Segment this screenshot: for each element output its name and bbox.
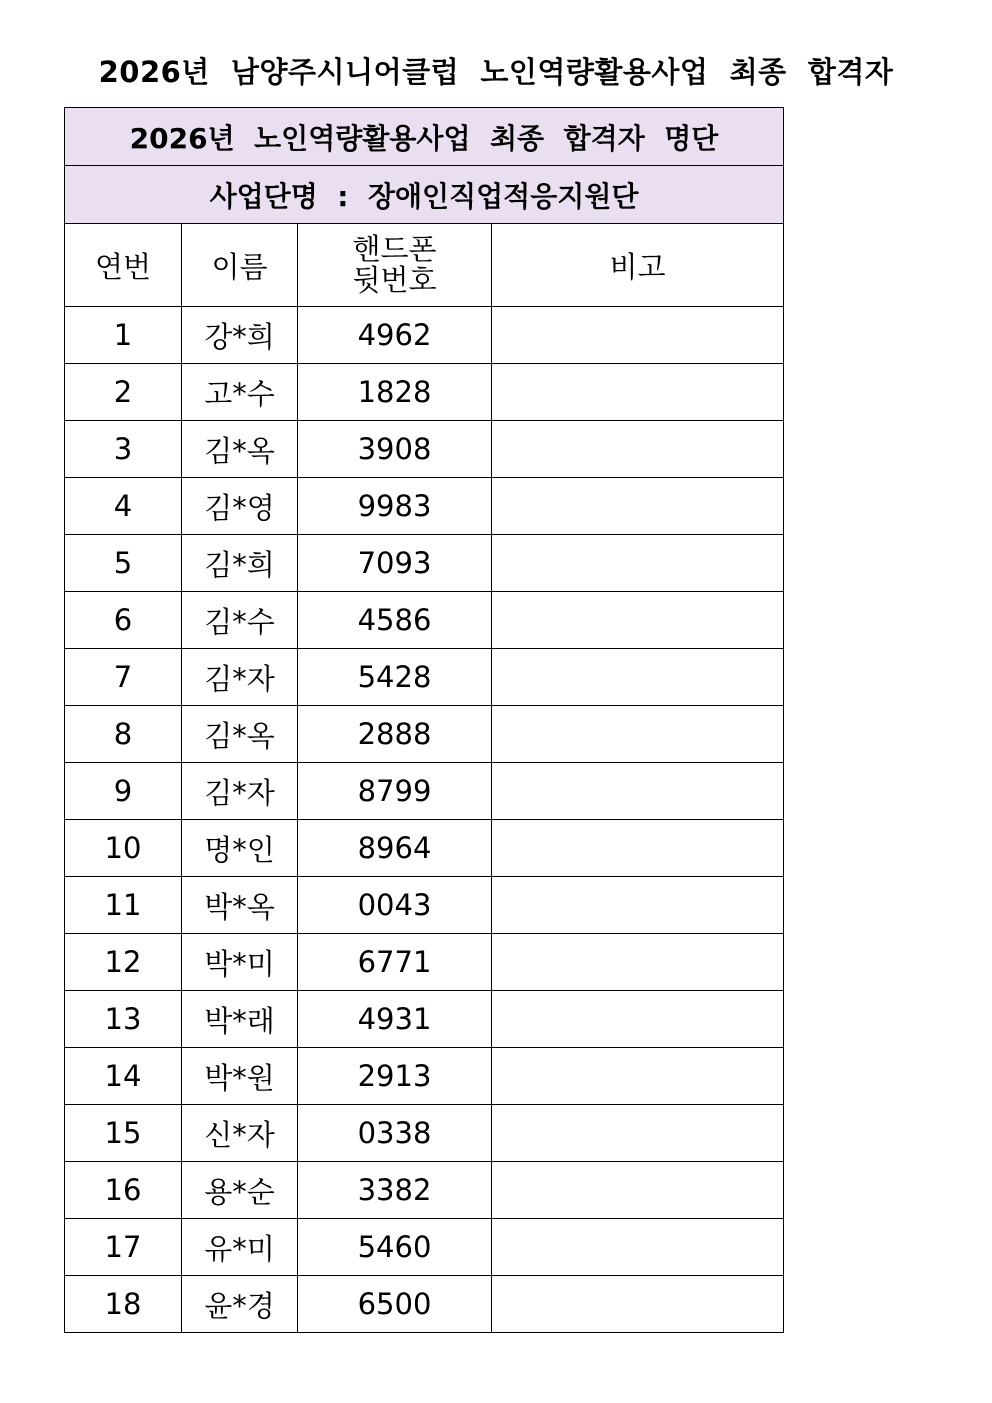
row-phone-suffix: 6771 bbox=[298, 934, 492, 991]
row-note bbox=[492, 877, 784, 934]
row-number: 10 bbox=[65, 820, 182, 877]
row-number: 7 bbox=[65, 649, 182, 706]
table-row bbox=[65, 820, 784, 877]
row-note bbox=[492, 1219, 784, 1276]
row-name: 박*래 bbox=[182, 991, 298, 1048]
row-note bbox=[492, 478, 784, 535]
banner-unit-row bbox=[65, 166, 784, 224]
row-phone-suffix: 3382 bbox=[298, 1162, 492, 1219]
row-note bbox=[492, 1048, 784, 1105]
table-row bbox=[65, 934, 784, 991]
row-note bbox=[492, 991, 784, 1048]
row-note bbox=[492, 934, 784, 991]
table-row bbox=[65, 763, 784, 820]
column-header-no: 연번 bbox=[65, 224, 182, 307]
row-phone-suffix: 4586 bbox=[298, 592, 492, 649]
row-note bbox=[492, 592, 784, 649]
table-row bbox=[65, 991, 784, 1048]
row-phone-suffix: 7093 bbox=[298, 535, 492, 592]
table-row bbox=[65, 421, 784, 478]
table-row bbox=[65, 478, 784, 535]
row-phone-suffix: 5460 bbox=[298, 1219, 492, 1276]
row-number: 4 bbox=[65, 478, 182, 535]
row-name: 김*자 bbox=[182, 649, 298, 706]
business-unit-name: 사업단명 : 장애인직업적응지원단 bbox=[65, 166, 784, 224]
row-number: 12 bbox=[65, 934, 182, 991]
row-phone-suffix: 2888 bbox=[298, 706, 492, 763]
row-number: 14 bbox=[65, 1048, 182, 1105]
banner-title-row bbox=[65, 108, 784, 166]
row-phone-suffix: 8799 bbox=[298, 763, 492, 820]
column-header-phone bbox=[298, 224, 492, 307]
row-name: 김*자 bbox=[182, 763, 298, 820]
table-title: 2026년 노인역량활용사업 최종 합격자 명단 bbox=[65, 108, 784, 166]
row-number: 6 bbox=[65, 592, 182, 649]
row-name: 윤*경 bbox=[182, 1276, 298, 1333]
row-name: 강*희 bbox=[182, 307, 298, 364]
row-phone-suffix: 1828 bbox=[298, 364, 492, 421]
column-header-phone-line1: 핸드폰 bbox=[352, 232, 437, 266]
table-row bbox=[65, 1105, 784, 1162]
row-name: 김*수 bbox=[182, 592, 298, 649]
document-title: 2026년 남양주시니어클럽 노인역량활용사업 최종 합격자 bbox=[98, 55, 894, 89]
row-number: 11 bbox=[65, 877, 182, 934]
row-note bbox=[492, 421, 784, 478]
row-name: 용*순 bbox=[182, 1162, 298, 1219]
table-row bbox=[65, 592, 784, 649]
row-name: 김*옥 bbox=[182, 706, 298, 763]
row-note bbox=[492, 820, 784, 877]
row-number: 1 bbox=[65, 307, 182, 364]
row-name: 유*미 bbox=[182, 1219, 298, 1276]
row-name: 박*미 bbox=[182, 934, 298, 991]
column-header-name: 이름 bbox=[182, 224, 298, 307]
row-note bbox=[492, 1162, 784, 1219]
row-phone-suffix: 6500 bbox=[298, 1276, 492, 1333]
table-row bbox=[65, 1048, 784, 1105]
column-header-note: 비고 bbox=[492, 224, 784, 307]
table-row bbox=[65, 307, 784, 364]
row-number: 2 bbox=[65, 364, 182, 421]
row-phone-suffix: 5428 bbox=[298, 649, 492, 706]
roster-table bbox=[64, 107, 784, 1333]
table-row bbox=[65, 706, 784, 763]
row-name: 김*희 bbox=[182, 535, 298, 592]
column-header-phone-line2: 뒷번호 bbox=[352, 263, 437, 297]
row-name: 신*자 bbox=[182, 1105, 298, 1162]
table-row bbox=[65, 364, 784, 421]
row-name: 김*영 bbox=[182, 478, 298, 535]
row-number: 13 bbox=[65, 991, 182, 1048]
row-note bbox=[492, 649, 784, 706]
column-header-row bbox=[65, 224, 784, 307]
row-name: 박*원 bbox=[182, 1048, 298, 1105]
table-row bbox=[65, 1276, 784, 1333]
row-phone-suffix: 2913 bbox=[298, 1048, 492, 1105]
row-name: 박*옥 bbox=[182, 877, 298, 934]
table-row bbox=[65, 877, 784, 934]
table-row bbox=[65, 649, 784, 706]
row-phone-suffix: 3908 bbox=[298, 421, 492, 478]
row-phone-suffix: 4962 bbox=[298, 307, 492, 364]
row-note bbox=[492, 1105, 784, 1162]
row-note bbox=[492, 307, 784, 364]
row-phone-suffix: 9983 bbox=[298, 478, 492, 535]
row-number: 8 bbox=[65, 706, 182, 763]
row-phone-suffix: 8964 bbox=[298, 820, 492, 877]
row-name: 고*수 bbox=[182, 364, 298, 421]
row-number: 18 bbox=[65, 1276, 182, 1333]
row-phone-suffix: 4931 bbox=[298, 991, 492, 1048]
row-note bbox=[492, 1276, 784, 1333]
row-number: 17 bbox=[65, 1219, 182, 1276]
row-note bbox=[492, 763, 784, 820]
table-row bbox=[65, 1219, 784, 1276]
row-name: 명*인 bbox=[182, 820, 298, 877]
row-number: 3 bbox=[65, 421, 182, 478]
table-row bbox=[65, 1162, 784, 1219]
row-note bbox=[492, 364, 784, 421]
row-number: 15 bbox=[65, 1105, 182, 1162]
row-number: 5 bbox=[65, 535, 182, 592]
row-phone-suffix: 0043 bbox=[298, 877, 492, 934]
row-phone-suffix: 0338 bbox=[298, 1105, 492, 1162]
roster-rows bbox=[65, 307, 784, 1333]
row-number: 16 bbox=[65, 1162, 182, 1219]
row-note bbox=[492, 706, 784, 763]
table-row bbox=[65, 535, 784, 592]
row-name: 김*옥 bbox=[182, 421, 298, 478]
row-note bbox=[492, 535, 784, 592]
row-number: 9 bbox=[65, 763, 182, 820]
